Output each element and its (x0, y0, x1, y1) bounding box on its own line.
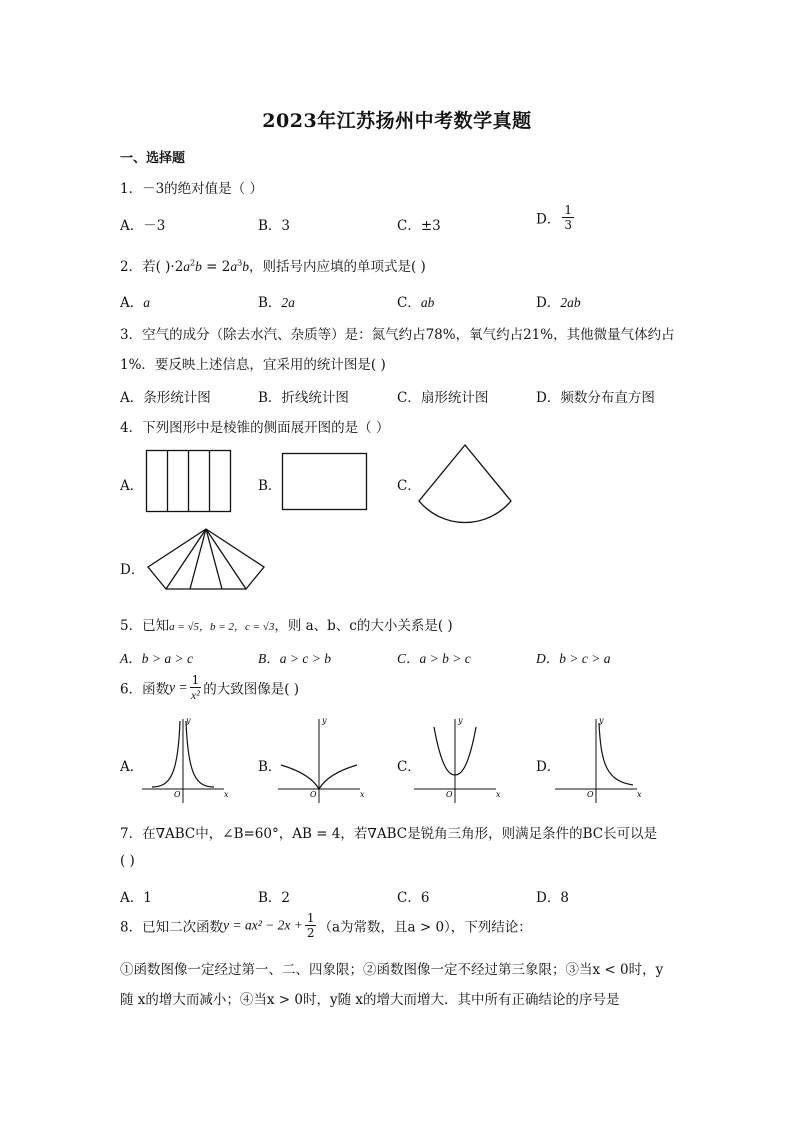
fraction-numerator: 1 (564, 203, 572, 217)
q3-option-d: D．频数分布直方图 (536, 390, 655, 406)
q5-prefix: 5．已知 (120, 618, 170, 634)
q3-option-b: B．折线统计图 (258, 390, 349, 406)
origin-label: O (310, 790, 317, 799)
q2-exp: 2 (190, 258, 196, 268)
q2-var-b2: b (242, 259, 249, 274)
q2-option-b (258, 291, 295, 311)
q2-var-b: b (195, 259, 202, 274)
q8-suffix: （a为常数，且a > 0），下列结论： (318, 919, 532, 936)
sector-shape (419, 445, 511, 522)
q2-b-value: 2a (281, 295, 295, 310)
q1-option-d (536, 204, 576, 231)
q1-option-d-label: D． (536, 211, 561, 228)
q6-graph-b (276, 715, 366, 805)
rectangle-shape (283, 454, 367, 510)
axis-label-x: x (637, 790, 642, 799)
q7-option-a: A．1 (120, 890, 152, 906)
q6-prefix: 6．函数 (120, 681, 170, 698)
question-8-line-2: ①函数图像一定经过第一、二、四象限；②函数图像一定不经过第三象限；③当x < 0时，y (120, 962, 664, 978)
q1-option-d-fraction (562, 204, 574, 231)
q8-function: y = ax² − 2x + (223, 917, 303, 933)
q7-option-c: C．6 (397, 890, 430, 906)
curve-right (599, 723, 633, 785)
q5-condition: a = √5，b = 2，c = √3 (169, 621, 275, 633)
q7-option-b: B．2 (258, 890, 291, 906)
q2-suffix: ，则括号内应填的单项式是( ) (248, 259, 426, 275)
q8-fraction (305, 912, 317, 939)
q4-figure-a (146, 450, 232, 513)
curve-left (152, 721, 180, 787)
q2-equals: = 2 (201, 259, 231, 275)
q3-option-c: C．扇形统计图 (397, 390, 489, 406)
q6-fraction (190, 674, 202, 701)
q2-d-value: 2ab (560, 295, 581, 310)
q2-option-a (120, 291, 150, 311)
axis-label-x: x (496, 790, 501, 799)
question-4-stem: 4．下列图形中是棱锥的侧面展开图的是（ ） (120, 420, 390, 436)
fraction-numerator: 1 (191, 673, 200, 687)
origin-label: O (587, 790, 594, 799)
q2-c-label: C． (397, 295, 421, 311)
question-7-line-2: ( ) (120, 853, 135, 869)
q3-option-a: A．条形统计图 (120, 390, 211, 406)
origin-label: O (446, 790, 453, 799)
fold-line-1 (166, 529, 206, 589)
axis-label-y: y (322, 716, 327, 725)
q7-option-d: D．8 (536, 890, 569, 906)
question-3-line-1: 3．空气的成分（除去水汽、杂质等）是：氮气约占78%，氧气约占21%，其他微量气体约占 (120, 327, 675, 343)
section-heading: 一、选择题 (120, 151, 186, 166)
curve-left (281, 765, 319, 789)
q5-option-c: C．a > b > c (397, 651, 471, 666)
q6-graph-d (553, 715, 643, 805)
q6-suffix: 的大致图像是( ) (203, 681, 300, 698)
page-title: 2023年江苏扬州中考数学真题 (262, 110, 532, 132)
question-2-stem (120, 255, 426, 275)
q4-figure-c (417, 443, 513, 523)
question-8-line-3: 随 x的增大而减小；④当x > 0时，y随 x的增大而增大．其中所有正确结论的序号是 (120, 992, 620, 1008)
fraction-denominator: x² (190, 688, 200, 702)
q1-option-b: B．3 (258, 218, 291, 234)
fraction-denominator: 2 (306, 926, 315, 940)
q6-option-d: D． (536, 759, 561, 775)
q2-prefix: 2．若( )·2 (120, 259, 184, 275)
fraction-numerator: 1 (306, 911, 315, 925)
q6-graph-c (412, 715, 502, 805)
q2-option-d (536, 291, 581, 311)
q4-option-d: D． (120, 562, 145, 578)
q5-option-d: D．b > c > a (536, 651, 611, 666)
question-8-stem (120, 912, 532, 939)
q2-var-a: a (183, 259, 191, 274)
q2-var-a2: a (230, 259, 238, 274)
question-1-stem: 1．－3的绝对值是（ ） (120, 181, 263, 197)
question-6-stem (120, 674, 299, 701)
q6-graph-a (140, 715, 230, 805)
pyramid-net-outline (148, 529, 264, 589)
q6-lhs: y = (169, 679, 188, 695)
q2-a-label: A． (120, 295, 144, 311)
fraction-denominator: 3 (564, 218, 572, 232)
q6-option-c: C． (397, 759, 421, 775)
fold-line-4 (206, 529, 246, 589)
q2-b-label: B． (258, 295, 282, 311)
axis-label-y: y (458, 716, 463, 725)
q6-option-b: B． (258, 759, 282, 775)
q4-option-c: C． (397, 478, 421, 494)
axis-label-y: y (186, 716, 191, 725)
q1-option-a: A．－3 (120, 218, 166, 234)
q2-exp2: 3 (237, 258, 243, 268)
q4-figure-d (140, 527, 272, 593)
curve-right (319, 765, 357, 789)
q4-option-b: B． (258, 478, 282, 494)
axis-label-y: y (599, 716, 604, 725)
q4-figure-b (282, 453, 368, 511)
q5-option-a: A．b > a > c (120, 651, 193, 666)
curve-right (186, 721, 214, 787)
question-5-stem (120, 614, 453, 634)
q8-prefix: 8．已知二次函数 (120, 919, 224, 936)
q4-option-a: A． (120, 478, 144, 494)
q2-option-c (397, 291, 434, 311)
q1-option-c: C．±3 (397, 218, 441, 234)
q5-suffix: ，则 a、b、c的大小关系是( ) (274, 618, 453, 634)
question-3-line-2: 1%．要反映上述信息，宜采用的统计图是( ) (120, 357, 386, 373)
axis-label-x: x (360, 790, 365, 799)
q2-c-value: ab (420, 295, 435, 310)
origin-label: O (174, 790, 181, 799)
q2-d-label: D． (536, 295, 561, 311)
q5-option-b: B．a > c > b (258, 651, 331, 666)
q6-option-a: A． (120, 759, 144, 775)
axis-label-x: x (224, 790, 229, 799)
q2-a-value: a (143, 295, 150, 310)
question-7-line-1: 7．在∇ABC中，∠B=60°，AB = 4，若∇ABC是锐角三角形，则满足条件的BC长可以是 (120, 826, 658, 842)
